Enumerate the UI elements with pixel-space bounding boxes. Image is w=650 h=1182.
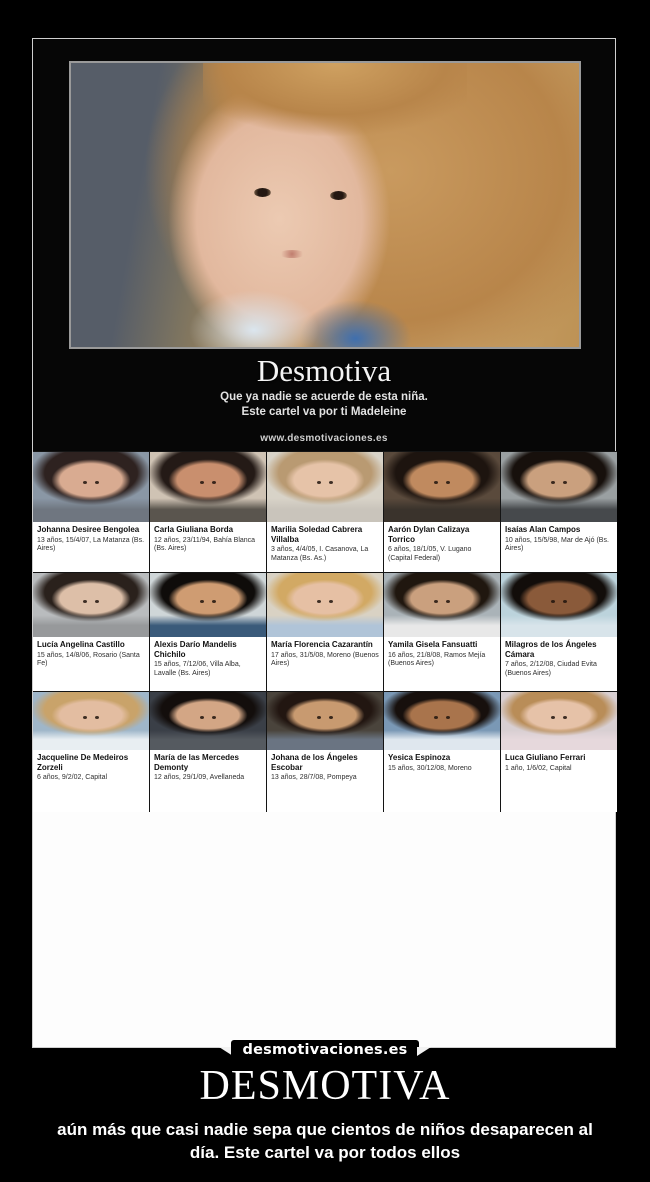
hair-bangs [203,63,467,137]
missing-child-details: 15 años, 30/12/08, Moreno [388,764,472,772]
madeleine-photo-frame [69,61,581,349]
missing-child-card [384,692,500,812]
poster-caption-line-2: día. Este cartel va por todos ellos [189,1142,461,1162]
missing-child-label [33,750,149,812]
missing-child-photo [33,573,149,637]
face-eyes [317,716,321,719]
missing-child-name: Yesica Espinoza [388,753,451,762]
inner-poster-subtitle-2: Este cartel va por ti Madeleine [241,406,407,418]
face-eyes [551,600,555,603]
missing-child-details: 1 año, 1/6/02, Capital [505,764,572,772]
missing-child-card [150,452,266,572]
missing-child-name: Lucía Angelina Castillo [37,640,125,649]
face-eyes [200,600,204,603]
face-eyes [200,716,204,719]
inner-poster [33,39,615,451]
missing-child-name: Aarón Dylan Calizaya Torrico [388,525,470,544]
left-eye [254,188,271,197]
missing-child-photo [267,452,383,522]
missing-child-photo [150,692,266,750]
missing-child-photo [33,452,149,522]
missing-child-card [267,573,383,691]
inner-poster-subtitle-1: Que ya nadie se acuerde de esta niña. [220,391,428,403]
missing-child-label [150,522,266,572]
face-eyes [83,716,87,719]
missing-child-details: 10 años, 15/5/98, Mar de Ajó (Bs. Aires) [505,536,609,553]
missing-child-photo [384,692,500,750]
missing-child-card [33,452,149,572]
site-logo: desmotivaciones.es [231,1040,420,1062]
missing-child-label [384,637,500,691]
missing-child-photo [150,573,266,637]
missing-child-card [267,692,383,812]
missing-child-name: Jacqueline De Medeiros Zorzeli [37,753,129,772]
missing-child-details: 7 años, 2/12/08, Ciudad Evita (Buenos Aires) [505,661,597,677]
missing-child-card [33,573,149,691]
missing-child-card [501,452,617,572]
face-eyes [434,716,438,719]
missing-child-details: 6 años, 18/1/05, V. Lugano (Capital Federal) [388,546,472,562]
missing-child-name: María de las Mercedes Demonty [154,753,239,772]
missing-child-label [150,750,266,812]
content-card [32,38,616,1048]
missing-child-card [267,452,383,572]
missing-child-photo [501,452,617,522]
missing-child-card [150,692,266,812]
missing-child-name: Johanna Desiree Bengolea [37,525,140,534]
poster-caption [0,1119,650,1164]
missing-child-label [267,637,383,691]
missing-child-details: 16 años, 21/8/08, Ramos Mejía (Buenos Aires) [388,651,486,668]
site-logo-ribbon [0,1040,650,1062]
face-eyes [434,600,438,603]
missing-child-details: 12 años, 23/11/94, Bahía Blanca (Bs. Aires) [154,536,256,553]
missing-child-label [267,750,383,812]
missing-child-name: Isaías Alan Campos [505,525,581,534]
missing-child-name: Yamila Gisela Fansuatti [388,640,478,649]
missing-child-label [501,522,617,572]
missing-child-photo [267,573,383,637]
ribbon-notch-right-icon [417,1047,431,1056]
missing-child-details: 13 años, 15/4/07, La Matanza (Bs. Aires) [37,536,145,553]
missing-child-photo [150,452,266,522]
face-eyes [317,481,321,484]
missing-child-card [33,692,149,812]
missing-child-card [384,452,500,572]
missing-child-photo [384,452,500,522]
missing-child-card [384,573,500,691]
missing-child-label [501,637,617,691]
missing-child-label [33,522,149,572]
missing-child-photo [384,573,500,637]
missing-child-details: 17 años, 31/5/08, Moreno (Buenos Aires) [271,651,379,668]
missing-child-name: Luca Giuliano Ferrari [505,753,586,762]
missing-child-photo [33,692,149,750]
right-eye [330,191,347,200]
missing-child-name: María Florencia Cazarantín [271,640,373,649]
missing-child-label [384,522,500,572]
missing-child-card [501,692,617,812]
missing-child-label [33,637,149,691]
missing-child-name: Alexis Darío Mandelis Chichilo [154,640,237,659]
face-eyes [551,716,555,719]
missing-child-details: 15 años, 7/12/06, Villa Alba, Lavalle (Bs. Aires) [154,661,241,677]
missing-child-card [150,573,266,691]
missing-child-label [384,750,500,812]
face-eyes [200,481,204,484]
face-eyes [83,481,87,484]
missing-child-details: 15 años, 14/8/06, Rosario (Santa Fe) [37,651,140,668]
missing-child-name: Milagros de los Ángeles Cámara [505,640,597,659]
inner-poster-url: www.desmotivaciones.es [260,433,388,444]
poster-title: DESMOTIVA [199,1063,451,1109]
face-eyes [317,600,321,603]
missing-child-name: Marilia Soledad Cabrera Villalba [271,525,363,544]
missing-child-photo [501,692,617,750]
missing-child-label [267,522,383,572]
missing-child-details: 12 años, 29/1/09, Avellaneda [154,774,245,782]
missing-child-name: Johana de los Ángeles Escobar [271,753,358,772]
face-eyes [434,481,438,484]
inner-poster-title: Desmotiva [256,353,392,388]
missing-child-name: Carla Giuliana Borda [154,525,234,534]
missing-child-photo [501,573,617,637]
missing-child-photo [267,692,383,750]
missing-child-label [150,637,266,691]
face-eyes [83,600,87,603]
missing-child-card [501,573,617,691]
poster-caption-line-1: aún más que casi nadie sepa que cientos de niños desaparecen al [57,1120,593,1139]
missing-children-grid [33,451,617,812]
mouth [279,250,305,258]
missing-child-details: 3 años, 4/4/05, I. Casanova, La Matanza (Bs. As.) [271,546,369,562]
madeleine-photo [71,63,579,347]
missing-child-details: 13 años, 28/7/08, Pompeya [271,774,357,782]
missing-child-label [501,750,617,812]
missing-child-details: 6 años, 9/2/02, Capital [37,774,108,782]
face-eyes [551,481,555,484]
